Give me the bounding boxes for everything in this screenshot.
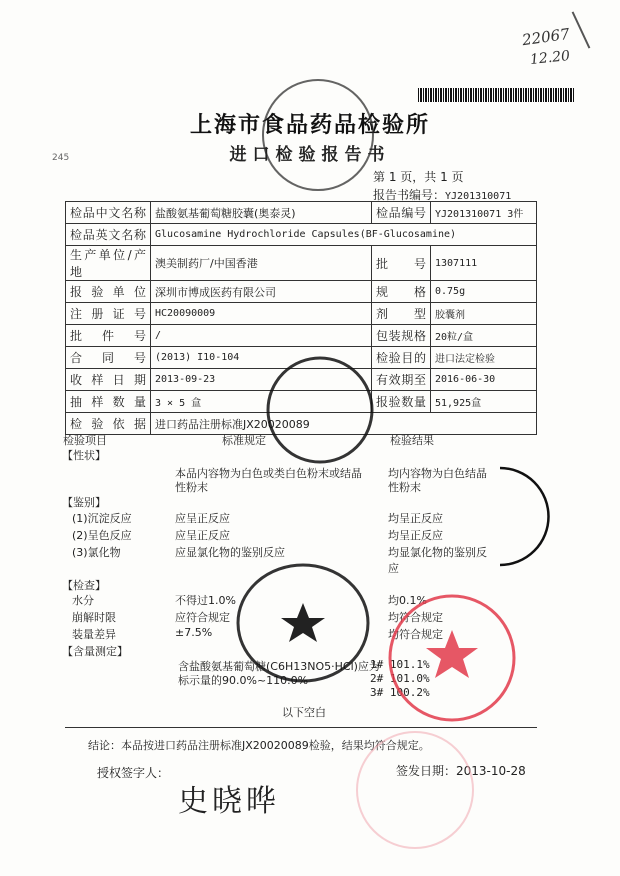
handwritten-note-2: 12.20 bbox=[529, 47, 571, 69]
check-item: 崩解时限 bbox=[72, 611, 116, 624]
identify-item: (3)氯化物 bbox=[72, 546, 121, 559]
field-value: 进口药品注册标准JX20020089 bbox=[151, 413, 537, 435]
assay-standard-cont: 标示量的90.0%~110.0% bbox=[178, 674, 309, 687]
field-label: 有效期至 bbox=[372, 369, 431, 391]
identify-item: (1)沉淀反应 bbox=[72, 512, 132, 525]
stamp-faint-red bbox=[357, 732, 473, 848]
report-number-value: YJ201310071 bbox=[445, 191, 512, 202]
field-label: 批 号 bbox=[372, 246, 431, 281]
field-value: 2013-09-23 bbox=[151, 369, 372, 391]
field-value: / bbox=[151, 325, 372, 347]
identify-std: 应呈正反应 bbox=[175, 529, 230, 542]
stamp-institute bbox=[263, 80, 373, 190]
check-std: 应符合规定 bbox=[175, 611, 230, 624]
check-res: 均0.1% bbox=[388, 594, 427, 607]
field-value: Glucosamine Hydrochloride Capsules(BF-Glucosamine) bbox=[151, 224, 537, 246]
section-assay: 【含量测定】 bbox=[62, 645, 128, 658]
field-value: 0.75g bbox=[431, 281, 537, 303]
field-label: 检验目的 bbox=[372, 347, 431, 369]
signer-label: 授权签字人： bbox=[97, 766, 170, 780]
appearance-standard: 本品内容物为白色或类白色粉末或结晶 bbox=[175, 467, 362, 480]
identify-res: 均呈正反应 bbox=[388, 512, 443, 525]
stamp-partial-right bbox=[500, 468, 549, 565]
field-label: 注册证号 bbox=[66, 303, 151, 325]
assay-result-3: 3# 100.2% bbox=[370, 686, 430, 699]
assay-standard: 含盐酸氨基葡萄糖(C6H13NO5·HCl)应为 bbox=[178, 660, 380, 673]
field-label: 检验依据 bbox=[66, 413, 151, 435]
institute-name: 上海市食品药品检验所 bbox=[189, 113, 430, 138]
field-value: YJ201310071 3件 bbox=[431, 202, 537, 224]
red-star-icon bbox=[426, 630, 478, 678]
identify-item: (2)呈色反应 bbox=[72, 529, 132, 542]
field-value: 进口法定检验 bbox=[431, 347, 537, 369]
field-value: 3 × 5 盒 bbox=[151, 391, 372, 413]
identify-std: 应显氯化物的鉴别反应 bbox=[175, 546, 285, 559]
field-value: 盐酸氨基葡萄糖胶囊(奥泰灵) bbox=[151, 202, 372, 224]
field-value: 澳美制药厂/中国香港 bbox=[151, 246, 372, 281]
issue-date: 签发日期：2013-10-28 bbox=[396, 764, 526, 778]
field-value: 20粒/盒 bbox=[431, 325, 537, 347]
field-label: 检品编号 bbox=[372, 202, 431, 224]
field-value: 1307111 bbox=[431, 246, 537, 281]
blank-below: 以下空白 bbox=[282, 706, 326, 719]
check-item: 水分 bbox=[72, 594, 94, 607]
field-value: (2013) I10-104 bbox=[151, 347, 372, 369]
field-label: 生产单位/产地 bbox=[66, 246, 151, 281]
appearance-result: 均内容物为白色结晶 bbox=[388, 467, 487, 480]
section-check: 【检查】 bbox=[62, 579, 106, 592]
check-std: 不得过1.0% bbox=[175, 594, 236, 607]
appearance-standard-cont: 性粉末 bbox=[175, 481, 208, 494]
stamp-bocheng bbox=[268, 358, 372, 462]
identify-res: 均呈正反应 bbox=[388, 529, 443, 542]
star-icon bbox=[281, 603, 325, 642]
col-result: 检验结果 bbox=[390, 434, 434, 447]
check-item: 装量差异 bbox=[72, 628, 116, 641]
report-type: 进口检验报告书 bbox=[229, 145, 391, 165]
field-value: HC20090009 bbox=[151, 303, 372, 325]
assay-result-2: 2# 101.0% bbox=[370, 672, 430, 685]
field-label: 包装规格 bbox=[372, 325, 431, 347]
field-label: 抽样数量 bbox=[66, 391, 151, 413]
field-label: 检品英文名称 bbox=[66, 224, 151, 246]
field-value: 51,925盒 bbox=[431, 391, 537, 413]
handwritten-note-1: 22067 bbox=[520, 24, 571, 50]
page-number: 第 1 页，共 1 页 bbox=[373, 170, 464, 184]
col-standard: 标准规定 bbox=[222, 434, 266, 447]
field-value: 胶囊剂 bbox=[431, 303, 537, 325]
field-value: 深圳市博成医药有限公司 bbox=[151, 281, 372, 303]
identify-std: 应呈正反应 bbox=[175, 512, 230, 525]
report-number-label: 报告书编号： bbox=[373, 188, 446, 202]
field-label: 规 格 bbox=[372, 281, 431, 303]
check-res: 均符合规定 bbox=[388, 628, 443, 641]
conclusion: 结论：本品按进口药品注册标准JX20020089检验，结果均符合规定。 bbox=[88, 739, 430, 752]
check-res: 均符合规定 bbox=[388, 611, 443, 624]
field-label: 合同号 bbox=[66, 347, 151, 369]
left-code: 245 bbox=[52, 153, 70, 163]
identify-result-cont: 应 bbox=[388, 562, 399, 575]
field-label: 报验数量 bbox=[372, 391, 431, 413]
col-item: 检验项目 bbox=[63, 434, 107, 447]
appearance-result-cont: 性粉末 bbox=[388, 481, 421, 494]
field-label: 收样日期 bbox=[66, 369, 151, 391]
identify-res: 均显氯化物的鉴别反 bbox=[388, 546, 487, 559]
field-label: 剂 型 bbox=[372, 303, 431, 325]
check-std: ±7.5% bbox=[175, 626, 213, 639]
field-label: 报验单位 bbox=[66, 281, 151, 303]
field-value: 2016-06-30 bbox=[431, 369, 537, 391]
section-identify: 【鉴别】 bbox=[62, 496, 106, 509]
field-label: 批件号 bbox=[66, 325, 151, 347]
section-appearance: 【性状】 bbox=[62, 449, 106, 462]
assay-result-1: 1# 101.1% bbox=[370, 658, 430, 671]
signature: 史晓晔 bbox=[178, 784, 280, 819]
field-label: 检品中文名称 bbox=[66, 202, 151, 224]
